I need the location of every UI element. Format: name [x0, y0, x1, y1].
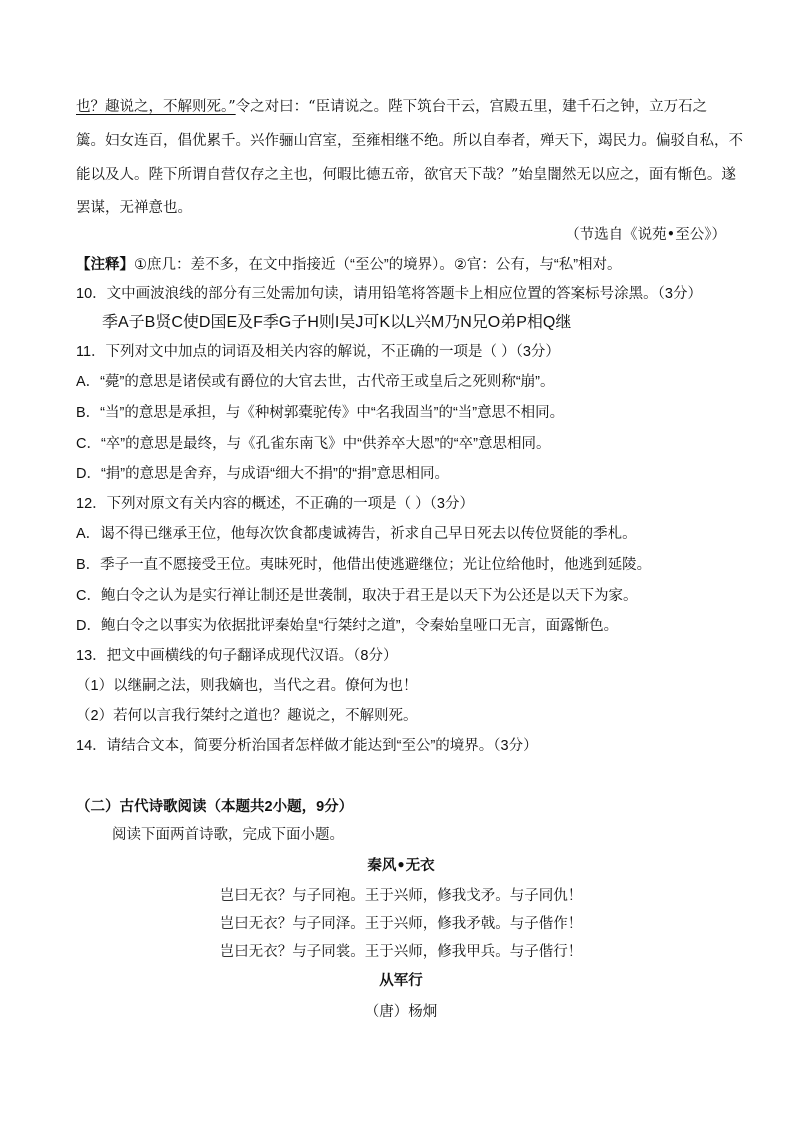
question-10-options: 季A子B贤C使D国E及F季G子H则I吴J可K以L兴M乃N兄O弟P相Q继 — [102, 314, 572, 331]
question-14-stem: 14．请结合文本，简要分析治国者怎样做才能达到“至公”的境界。（3分） — [76, 738, 538, 754]
underlined-sentence: 也？趣说之，不解则死。” — [76, 99, 236, 115]
section-2-heading: （二）古代诗歌阅读（本题共2小题，9分） — [76, 799, 354, 815]
poem-1-line-3: 岂曰无衣？与子同裳。王于兴师，修我甲兵。与子偕行！ — [219, 944, 583, 960]
question-13-sentence-2: （2）若何以言我行桀纣之道也？趣说之，不解则死。 — [76, 708, 418, 724]
annotation-note: 【注释】①庶几：差不多，在文中指接近（“至公”的境界）。②官：公有，与“私”相对。 — [76, 257, 622, 273]
question-11-option-d: D．“捐”的意思是舍弃，与成语“细大不捐”的“捐”意思相同。 — [76, 466, 449, 482]
question-13-sentence-1: （1）以继嗣之法，则我嫡也，当代之君。僚何为也！ — [76, 678, 418, 694]
passage-line-3: 能以及人。陛下所谓自营仅存之主也，何暇比德五帝，欲官天下哉？”始皇闇然无以应之，面有惭色。遂 — [76, 167, 736, 183]
question-12-option-b: B．季子一直不愿接受王位。夷昧死时，他借出使逃避继位；光让位给他时，他逃到延陵。 — [76, 557, 652, 573]
passage-line-1: 也？趣说之，不解则死。”令之对曰：“臣请说之。陛下筑台干云，宫殿五里，建千石之钟，立万石之 — [76, 99, 708, 115]
question-12-option-a: A．谒不得已继承王位，他每次饮食都虔诚祷告，祈求自己早日死去以传位贤能的季札。 — [76, 526, 637, 542]
question-13-stem: 13．把文中画横线的句子翻译成现代汉语。（8分） — [76, 648, 398, 664]
poem-2-author: （唐）杨炯 — [364, 1004, 438, 1020]
passage-line-2: 簴。妇女连百，倡优累千。兴作骊山宫室，至雍相继不绝。所以自奉者，殚天下，竭民力。偏驳自私，不 — [76, 133, 743, 149]
question-10-stem: 10．文中画波浪线的部分有三处需加句读，请用铅笔将答题卡上相应位置的答案标号涂黑。（3分） — [76, 286, 702, 302]
poem-1-line-2: 岂曰无衣？与子同泽。王于兴师，修我矛戟。与子偕作！ — [219, 916, 583, 932]
poem-1-title: 秦风•无衣 — [367, 857, 435, 874]
poem-2-title: 从军行 — [379, 973, 423, 989]
question-12-stem: 12．下列对原文有关内容的概述，不正确的一项是（ ）（3分） — [76, 496, 474, 512]
annotation-label: 【注释】 — [76, 257, 134, 273]
passage-line-4: 罢谋，无禅意也。 — [76, 200, 192, 216]
passage-source: （节选自《说苑•至公》） — [565, 227, 726, 243]
question-12-option-c: C．鲍白令之认为是实行禅让制还是世袭制，取决于君王是以天下为公还是以天下为家。 — [76, 588, 638, 604]
question-12-option-d: D．鲍白令之以事实为依据批评秦始皇“行桀纣之道”，令秦始皇哑口无言，面露惭色。 — [76, 618, 619, 634]
question-11-option-c: C．“卒”的意思是最终，与《孔雀东南飞》中“供养卒大恩”的“卒”意思相同。 — [76, 436, 551, 452]
poem-1-line-1: 岂曰无衣？与子同袍。王于兴师，修我戈矛。与子同仇！ — [219, 888, 583, 904]
section-2-intro: 阅读下面两首诗歌，完成下面小题。 — [112, 827, 344, 843]
question-11-stem: 11．下列对文中加点的词语及相关内容的解说，不正确的一项是（ ）（3分） — [76, 344, 560, 360]
question-11-option-a: A．“薨”的意思是诸侯或有爵位的大官去世，古代帝王或皇后之死则称“崩”。 — [76, 374, 555, 390]
question-11-option-b: B．“当”的意思是承担，与《种树郭橐驼传》中“名我固当”的“当”意思不相同。 — [76, 405, 565, 421]
